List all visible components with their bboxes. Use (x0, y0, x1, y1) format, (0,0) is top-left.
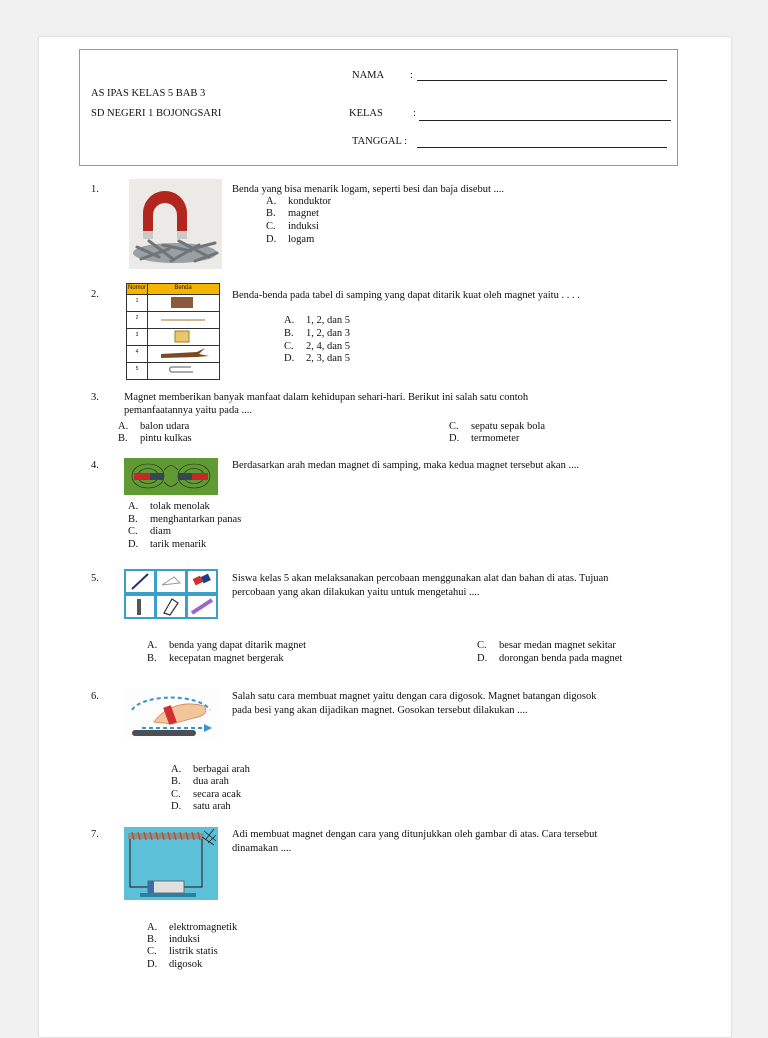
q4-option-a[interactable]: A. tolak menolak (128, 501, 210, 512)
name-field[interactable] (417, 80, 667, 81)
question-7-number: 7. (91, 829, 99, 840)
objects-table-image (126, 283, 220, 380)
q1-option-a[interactable]: A. konduktor (266, 196, 332, 207)
q6-option-a[interactable]: A. berbagai arah (171, 764, 250, 775)
question-4-number: 4. (91, 460, 99, 471)
date-field[interactable] (417, 147, 667, 148)
horseshoe-magnet-image (129, 179, 222, 269)
table-header-object: Benda (174, 285, 192, 291)
question-3-number: 3. (91, 392, 99, 403)
q7-option-a[interactable]: A. elektromagnetik (147, 922, 238, 933)
question-3-text-line-1: Magnet memberikan banyak manfaat dalam kehidupan sehari-hari. Berikut ini salah satu contoh (124, 392, 529, 403)
class-label: KELAS (349, 108, 383, 119)
q1-option-c[interactable]: C. induksi (266, 221, 319, 232)
q2-option-c[interactable]: C. 2, 4, dan 5 (284, 341, 351, 352)
q2-option-b[interactable]: B. 1, 2, dan 3 (284, 328, 351, 339)
worksheet-page (38, 36, 732, 1038)
q1-option-b[interactable]: B. magnet (266, 208, 319, 219)
question-6-number: 6. (91, 691, 99, 702)
q3-option-d[interactable]: D. termometer (449, 433, 520, 444)
question-1-number: 1. (91, 184, 99, 195)
q4-option-b[interactable]: B. menghantarkan panas (128, 514, 242, 525)
q4-option-d[interactable]: D. tarik menarik (128, 539, 207, 550)
question-1-text: Benda yang bisa menarik logam, seperti besi dan baja disebut .... (232, 184, 505, 195)
school-name: SD NEGERI 1 BOJONGSARI (91, 108, 222, 119)
q2-option-a[interactable]: A. 1, 2, dan 5 (284, 315, 351, 326)
q6-option-c[interactable]: C. secara acak (171, 789, 242, 800)
question-6-text-line-1: Salah satu cara membuat magnet yaitu dengan cara digosok. Magnet batangan digosok (232, 691, 597, 702)
q6-option-b[interactable]: B. dua arah (171, 776, 229, 787)
magnetic-field-image (124, 458, 218, 495)
table-header-number: Nomor (127, 285, 146, 291)
question-2-text: Benda-benda pada tabel di samping yang dapat ditarik kuat oleh magnet yaitu . . . . (232, 290, 580, 301)
table-row-1: 1 (135, 298, 139, 304)
q4-option-c[interactable]: C. diam (128, 526, 171, 537)
date-label: TANGGAL : (352, 136, 408, 147)
q1-option-d[interactable]: D. logam (266, 234, 315, 245)
table-row-5: 5 (135, 366, 139, 372)
rubbing-magnet-image (124, 688, 218, 740)
question-5-text-line-1: Siswa kelas 5 akan melaksanakan percobaan menggunakan alat dan bahan di atas. Tujuan (232, 573, 609, 584)
q3-option-a[interactable]: A. balon udara (118, 421, 190, 432)
question-3-text-line-2: pemanfaatannya yaitu pada .... (124, 405, 252, 416)
electromagnet-image (124, 827, 218, 900)
q3-option-c[interactable]: C. sepatu sepak bola (449, 421, 546, 432)
q5-option-b[interactable]: B. kecepatan magnet bergerak (147, 653, 284, 664)
subject-title: AS IPAS KELAS 5 BAB 3 (91, 88, 206, 99)
class-colon: : (413, 108, 416, 119)
table-row-2: 2 (135, 315, 139, 321)
q7-option-c[interactable]: C. listrik statis (147, 946, 218, 957)
question-7-text-line-1: Adi membuat magnet dengan cara yang ditunjukkan oleh gambar di atas. Cara tersebut (232, 829, 598, 840)
q5-option-a[interactable]: A. benda yang dapat ditarik magnet (147, 640, 307, 651)
question-5-text-line-2: percobaan yang akan dilakukan yaitu untuk mengetahui .... (232, 587, 480, 598)
header-box (79, 49, 678, 166)
name-colon: : (410, 70, 413, 81)
class-field[interactable] (419, 120, 671, 121)
q5-option-d[interactable]: D. dorongan benda pada magnet (477, 653, 623, 664)
q6-option-d[interactable]: D. satu arah (171, 801, 231, 812)
q7-option-d[interactable]: D. digosok (147, 959, 203, 970)
q2-option-d[interactable]: D. 2, 3, dan 5 (284, 353, 351, 364)
q7-option-b[interactable]: B. induksi (147, 934, 200, 945)
q3-option-b[interactable]: B. pintu kulkas (118, 433, 192, 444)
table-row-3: 3 (135, 332, 139, 338)
table-row-4: 4 (135, 349, 139, 355)
name-label: NAMA (352, 70, 385, 81)
question-7-text-line-2: dinamakan .... (232, 843, 292, 854)
experiment-tools-image (124, 569, 218, 619)
question-6-text-line-2: pada besi yang akan dijadikan magnet. Gosokan tersebut dilakukan .... (232, 705, 528, 716)
question-5-number: 5. (91, 573, 99, 584)
question-2-number: 2. (91, 289, 99, 300)
question-4-text: Berdasarkan arah medan magnet di samping, maka kedua magnet tersebut akan .... (232, 460, 579, 471)
q5-option-c[interactable]: C. besar medan magnet sekitar (477, 640, 616, 651)
